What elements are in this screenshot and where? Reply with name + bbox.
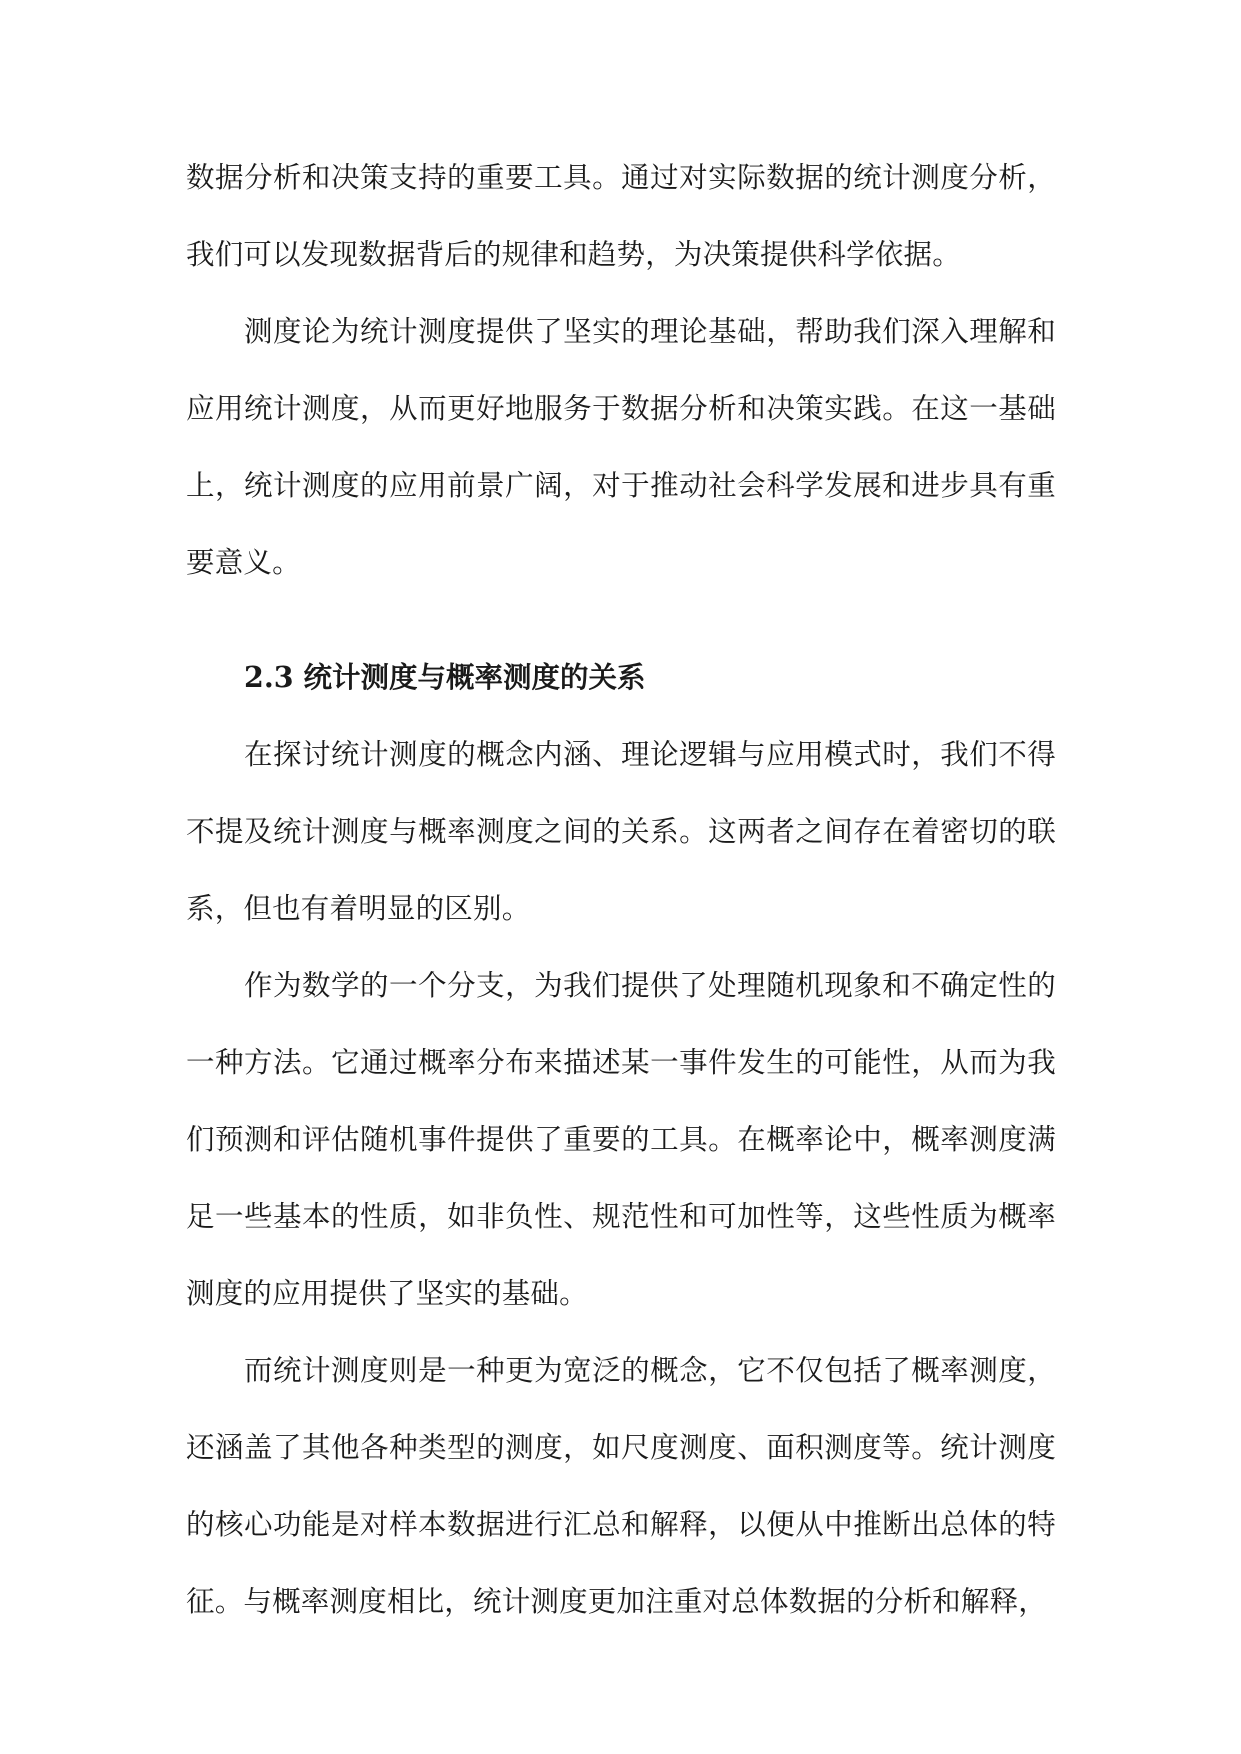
- paragraph-probability: 作为数学的一个分支，为我们提供了处理随机现象和不确定性的一种方法。它通过概率分布来描述某一事件发生的可能性，从而为我们预测和评估随机事件提供了重要的工具。在概率论中，概率测度满足一些基本的性质，如非负性、规范性和可加性等，这些性质为概率测度的应用提供了坚实的基础。: [186, 969, 1056, 1310]
- paragraph-continued: 数据分析和决策支持的重要工具。通过对实际数据的统计测度分析，我们可以发现数据背后的规律和趋势，为决策提供科学依据。: [186, 161, 1056, 271]
- paragraph-statistical: 而统计测度则是一种更为宽泛的概念，它不仅包括了概率测度，还涵盖了其他各种类型的测度，如尺度测度、面积测度等。统计测度的核心功能是对样本数据进行汇总和解释，以便从中推断出总体的特征。与概率测度相比，统计测度更加注重对总体数据的分析和解释，: [186, 1354, 1056, 1618]
- section-heading: 2.3 统计测度与概率测度的关系: [244, 660, 646, 694]
- paragraph-relation-intro: 在探讨统计测度的概念内涵、理论逻辑与应用模式时，我们不得不提及统计测度与概率测度之间的关系。这两者之间存在着密切的联系，但也有着明显的区别。: [186, 738, 1056, 925]
- paragraph-measure-theory: 测度论为统计测度提供了坚实的理论基础，帮助我们深入理解和应用统计测度，从而更好地服务于数据分析和决策实践。在这一基础上，统计测度的应用前景广阔，对于推动社会科学发展和进步具有重要意义。: [186, 315, 1056, 579]
- document-body: [186, 139, 1056, 1640]
